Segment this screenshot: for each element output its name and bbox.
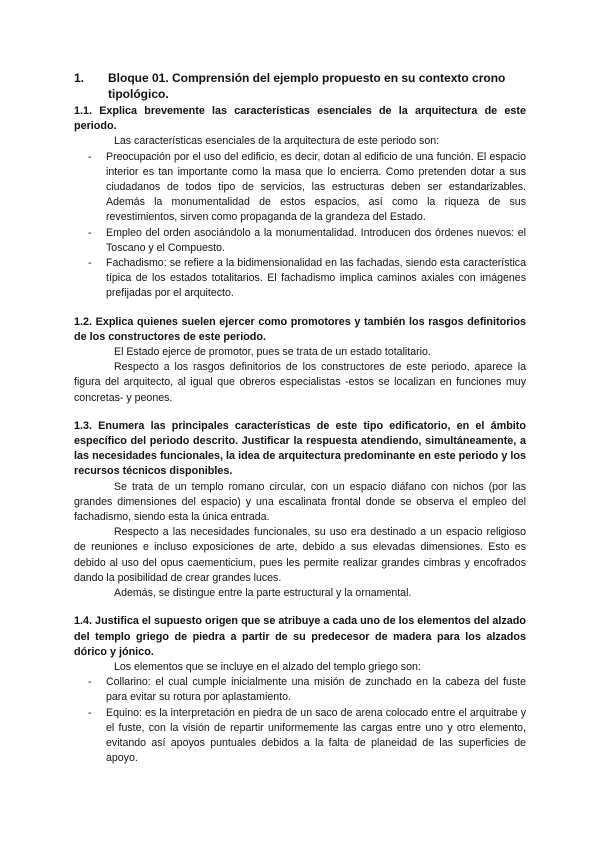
section-1-4-list [74, 675, 526, 766]
list-item-text: Equino: es la interpretación en piedra de un saco de arena colocado entre el arquitrabe y el fuste, con la visión de repartir uniformemente las cargas entre uno y otro elemento, evitando así apoyos puntuales debidos a la falta de planeidad de las superficies de apoyo. [106, 706, 526, 765]
section-1-3-title: 1.3. Enumera las principales características de este tipo edificatorio, en el ámbito específico del periodo descrito. Justificar la respuesta atendiendo, simultáneamente, a las necesidades funcionales, la idea de arquitectura predominante en este periodo y los recursos técnicos disponibles. [74, 419, 526, 478]
section-1-1-list [74, 150, 526, 302]
section-1-1-title: 1.1. Explica brevemente las características esenciales de la arquitectura de este periodo. [74, 105, 526, 133]
main-heading-number: 1. [74, 71, 85, 85]
document-content [74, 70, 526, 766]
list-item-text: Empleo del orden asociándolo a la monumentalidad. Introducen dos órdenes nuevos: el Toscano y el Compuesto. [106, 226, 526, 254]
list-item [88, 675, 526, 705]
section-1-2-paragraph-2: Respecto a los rasgos definitorios de los constructores de este periodo, aparece la figura del arquitecto, al igual que obreros especialistas -estos se localizan en funciones muy concretas- y peones. [74, 361, 526, 404]
section-1-4-title: 1.4. Justifica el supuesto origen que se atribuye a cada uno de los elementos del alzado del templo griego de piedra a partir de su predecesor de madera para los alzados dórico y jónico. [74, 615, 526, 658]
section-1-3-paragraph-1: Se trata de un templo romano circular, con un espacio diáfano con nichos (por las grandes dimensiones del espacio) y una escalinata frontal donde se observa el empleo del fachadismo, siendo esta la única entrada. [74, 480, 526, 524]
list-item [88, 226, 526, 256]
list-item [88, 706, 526, 767]
bullet-dash: - [88, 676, 92, 689]
section-1-3-paragraph-3: Además, se distingue entre la parte estructural y la ornamental. [114, 587, 412, 600]
section-1-4-intro: Los elementos que se incluye en el alzado del templo griego son: [114, 660, 421, 673]
section-1-3-paragraph-2: Respecto a las necesidades funcionales, su uso era destinado a un espacio religioso de reuniones e incluso exposiciones de arte, debido a sus elevadas dimensiones. Esto es debido al uso del opus caementicium, pues les permite realizar grandes cimbras y encofrados dando la posibilidad de crear grandes luces. [74, 526, 526, 584]
section-1-1-intro: Las características esenciales de la arquitectura de este periodo son: [114, 135, 440, 148]
list-item-text: Fachadismo: se refiere a la bidimensionalidad en las fachadas, siendo esta característica típica de los estados totalitarios. El fachadismo implica caminos axiales con imágenes prefijadas por el arquitecto. [106, 257, 526, 300]
list-item [88, 150, 526, 226]
section-1-2-title: 1.2. Explica quienes suelen ejercer como promotores y también los rasgos definitorios de los constructores de este periodo. [74, 315, 526, 343]
list-item-text: Collarino: el cual cumple inicialmente una misión de zunchado en la cabeza del fuste para evitar su rotura por aplastamiento. [106, 676, 526, 704]
main-heading [74, 70, 526, 102]
list-item [88, 256, 526, 302]
bullet-dash: - [88, 226, 92, 239]
list-item-text: Preocupación por el uso del edificio, es decir, dotan al edificio de una función. El espacio interior es tan importante como la masa que lo encierra. Como pretenden dotar a sus ciudadanos de todos tipo de servicios, las estructuras deben ser estandarizables. Además la monumentalidad de estos espacios, así como la riqueza de sus revestimientos, sirven como propaganda de la grandeza del Estado. [106, 150, 526, 224]
bullet-dash: - [88, 257, 92, 270]
section-1-2-paragraph-1: El Estado ejerce de promotor, pues se trata de un estado totalitario. [114, 346, 431, 359]
bullet-dash: - [88, 706, 92, 719]
bullet-dash: - [88, 150, 92, 163]
main-heading-text: Bloque 01. Comprensión del ejemplo propuesto en su contexto crono tipológico. [108, 71, 506, 101]
